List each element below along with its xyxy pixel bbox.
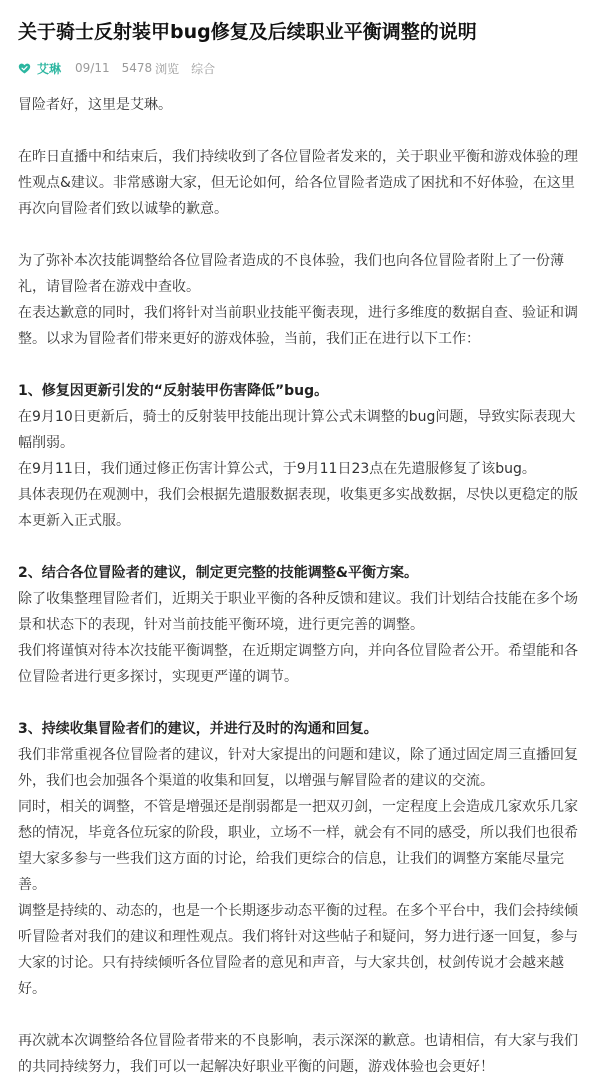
article-paragraph: 再次就本次调整给各位冒险者带来的不良影响，表示深深的歉意。也请相信，有大家与我们的共同持续努力，我们可以一起解决好职业平衡的问题，游戏体验也会更好！ (18, 1033, 578, 1075)
article-paragraph: 在9月10日更新后，骑士的反射装甲技能出现计算公式未调整的bug问题，导致实际表现大幅削弱。 (18, 409, 576, 451)
article-paragraph: 为了弥补本次技能调整给各位冒险者造成的不良体验，我们也向各位冒险者附上了一份薄礼，请冒险者在游戏中查收。 (18, 253, 564, 295)
article-paragraph: 在9月11日，我们通过修正伤害计算公式，于9月11日23点在先遣服修复了该bug。 (18, 461, 536, 477)
paragraph-spacer (18, 352, 586, 378)
section-heading: 3、持续收集冒险者们的建议，并进行及时的沟通和回复。 (18, 721, 378, 737)
article-paragraph: 除了收集整理冒险者们，近期关于职业平衡的各种反馈和建议。我们计划结合技能在多个场景和状态下的表现，针对当前技能平衡环境，进行更完善的调整。 (18, 591, 578, 633)
article-paragraph: 我们非常重视各位冒险者的建议，针对大家提出的问题和建议，除了通过固定周三直播回复外，我们也会加强各个渠道的收集和回复，以增强与解冒险者的建议的交流。 (18, 747, 578, 789)
paragraph-spacer (18, 222, 586, 248)
article-paragraph: 在表达歉意的同时，我们将针对当前职业技能平衡表现，进行多维度的数据自查、验证和调整。以求为冒险者们带来更好的游戏体验，当前，我们正在进行以下工作： (18, 305, 578, 347)
section-heading: 2、结合各位冒险者的建议，制定更完整的技能调整&平衡方案。 (18, 565, 418, 581)
paragraph-spacer (18, 118, 586, 144)
view-count-label: 浏览 (155, 61, 180, 76)
article-meta (18, 58, 586, 78)
article-paragraph: 在昨日直播中和结束后，我们持续收到了各位冒险者发来的，关于职业平衡和游戏体验的理性观点&建议。非常感谢大家，但无论如何，给各位冒险者造成了困扰和不好体验，在这里再次向冒险者们致以诚挚的歉意。 (18, 149, 578, 217)
author-name[interactable]: 艾琳 (37, 61, 62, 76)
paragraph-spacer (18, 1002, 586, 1028)
paragraph-spacer (18, 534, 586, 560)
article-paragraph: 调整是持续的、动态的，也是一个长期逐步动态平衡的过程。在多个平台中，我们会持续倾听冒险者对我们的建议和理性观点。我们将针对这些帖子和疑问，努力进行逐一回复，参与大家的讨论。只有持续倾听各位冒险者的意见和声音，与大家共创，杖剑传说才会越来越好。 (18, 903, 578, 997)
article-paragraph: 冒险者好，这里是艾琳。 (18, 97, 172, 113)
article-paragraph: 我们将谨慎对待本次技能平衡调整，在近期定调整方向，并向各位冒险者公开。希望能和各位冒险者进行更多探讨，实现更严谨的调节。 (18, 643, 578, 685)
category-tag[interactable]: 综合 (191, 61, 216, 76)
paragraph-spacer (18, 690, 586, 716)
article-body (18, 92, 586, 1080)
verified-heart-icon (18, 62, 31, 75)
article-paragraph: 具体表现仍在观测中，我们会根据先遣服数据表现，收集更多实战数据，尽快以更稳定的版本更新入正式服。 (18, 487, 578, 529)
post-date: 09/11 (75, 61, 110, 75)
view-count: 5478 (121, 61, 153, 75)
section-heading: 1、修复因更新引发的“反射装甲伤害降低”bug。 (18, 383, 329, 399)
article-paragraph: 同时，相关的调整，不管是增强还是削弱都是一把双刃剑，一定程度上会造成几家欢乐几家愁的情况，毕竟各位玩家的阶段，职业，立场不一样，就会有不同的感受，所以我们也很希望大家多参与一些我们这方面的讨论，给我们更综合的信息，让我们的调整方案能尽量完善。 (18, 799, 578, 893)
article-title: 关于骑士反射装甲bug修复及后续职业平衡调整的说明 (18, 21, 477, 43)
